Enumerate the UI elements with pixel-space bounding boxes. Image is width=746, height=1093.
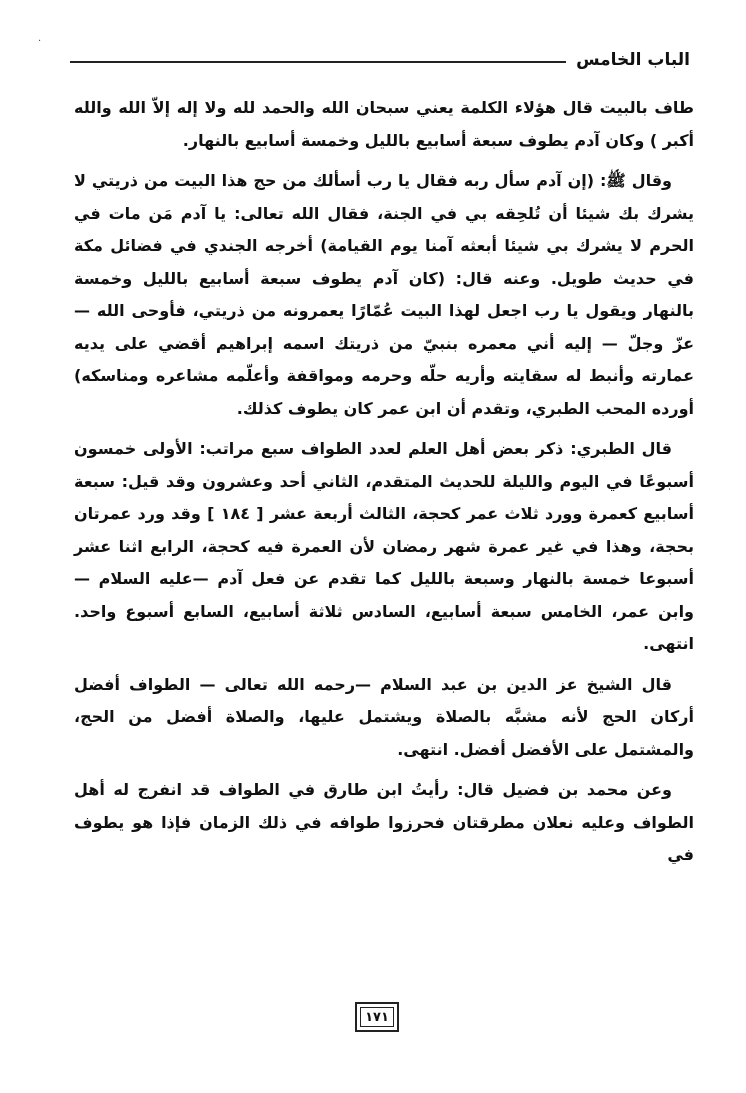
page-number-frame bbox=[355, 1002, 399, 1032]
paragraph-4: قال الشيخ عز الدين بن عبد السلام —رحمه الله تعالى — الطواف أفضل أركان الحج لأنه مشبَّه بالصلاة ويشتمل عليها، والصلاة أفضل من الحج، والمشتمل على الأفضل أفضل. انتهى. bbox=[74, 674, 694, 759]
paragraph-5: وعن محمد بن فضيل قال: رأيتُ ابن طارق في الطواف قد انفرج له أهل الطواف وعليه نعلان مطرقتان فحرزوا طوافه في ذلك الزمان فإذا هو يطوف في bbox=[74, 780, 694, 864]
page-body bbox=[74, 92, 694, 880]
header-rule bbox=[70, 61, 566, 63]
paragraph-3: قال الطبري: ذكر بعض أهل العلم لعدد الطواف سبع مراتب: الأولى خمسون أسبوعًا في اليوم والليلة للحديث المتقدم، الثاني أحد وعشرون وقد قيل: سبعة أسابيع كعمرة وورد ثلاث عمر كحجة، الثالث أربعة عشر [ ١٨٤ ] وقد ورد عمرتان بحجة، وهذا في غير عمرة شهر رمضان لأن العمرة فيه كحجة، الرابع اثنا عشر أسبوعا خمسة بالنهار وسبعة بالليل كما تقدم عن فعل آدم —عليه السلام — وابن عمر، الخامس سبعة أسابيع، السادس ثلاثة أسابيع، السابع أسبوع واحد. انتهى. bbox=[74, 439, 694, 653]
chapter-title: الباب الخامس bbox=[576, 50, 690, 70]
page-number: ١٧١ bbox=[360, 1007, 394, 1027]
stray-mark: · bbox=[38, 36, 42, 47]
paragraph-1: طاف بالبيت قال هؤلاء الكلمة يعني سبحان الله والحمد لله ولا إله إلاّ الله والله أكبر ) وكان آدم يطوف سبعة أسابيع بالليل وخمسة أسابيع بالنهار. bbox=[74, 98, 694, 150]
paragraph-2: وقال ﷺ: (إن آدم سأل ربه فقال يا رب أسألك من حج هذا البيت من ذريتي لا يشرك بك شيئا أن تُلحِقه بي في الجنة، فقال الله تعالى: يا آدم مَن مات في الحرم لا يشرك بي شيئا أبعثه آمنا يوم القيامة) أخرجه الجندي في فضائل مكة في حديث طويل. وعنه قال: (كان آدم يطوف سبعة أسابيع بالليل وخمسة بالنهار ويقول يا رب اجعل لهذا البيت عُمّارًا يعمرونه من ذريتي، فأوحى الله — عزّ وجلّ — إليه أني معمره بنبيّ من ذريتك اسمه إبراهيم أقضي على يديه عمارته وأنبط له سقايته وأريه حلّه وحرمه ومواقفة وأعلّمه مشاعره ومناسكه) أورده المحب الطبري، وتقدم أن ابن عمر كان يطوف كذلك. bbox=[74, 171, 694, 418]
running-header bbox=[70, 40, 690, 80]
